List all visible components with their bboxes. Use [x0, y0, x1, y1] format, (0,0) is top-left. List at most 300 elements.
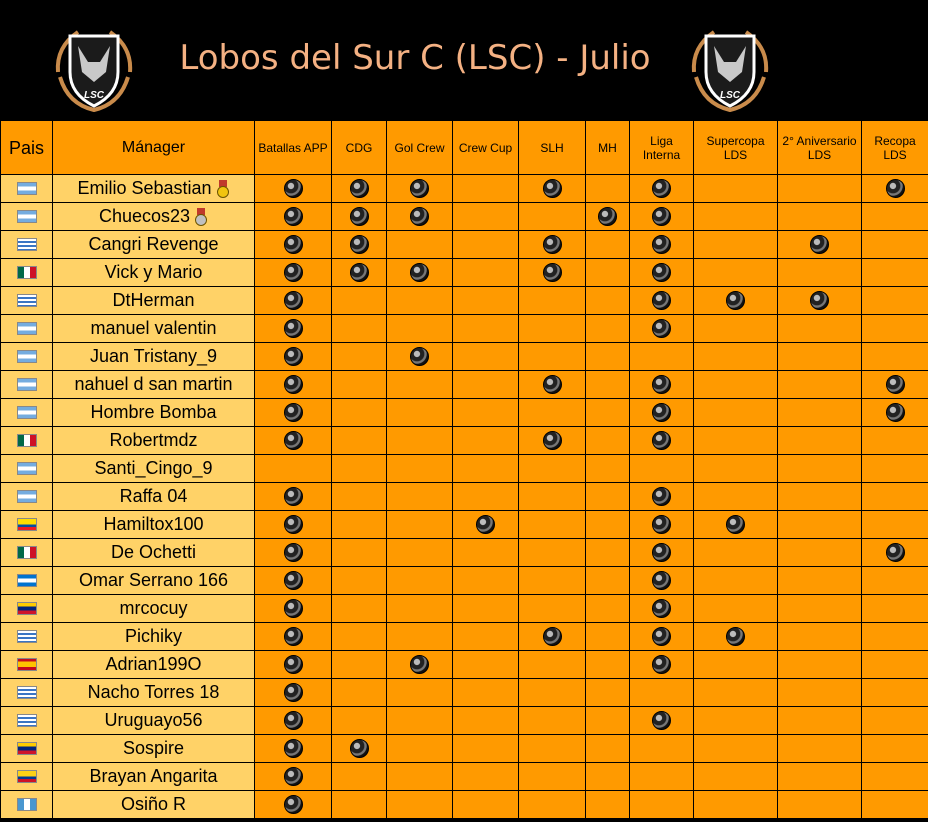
cell-slh — [519, 567, 586, 595]
cell-cdg — [332, 511, 387, 539]
cell-recopa — [862, 259, 928, 287]
cell-golcrew — [387, 315, 453, 343]
manager-name: Sospire — [122, 738, 185, 758]
cell-liga — [630, 203, 694, 231]
soccer-ball-icon — [410, 207, 429, 226]
manager-cell — [53, 343, 255, 371]
table-row — [1, 595, 928, 623]
cell-liga — [630, 595, 694, 623]
soccer-ball-icon — [284, 291, 303, 310]
country-cell — [1, 203, 53, 231]
soccer-ball-icon — [350, 179, 369, 198]
cell-liga — [630, 735, 694, 763]
cell-recopa — [862, 511, 928, 539]
cell-liga — [630, 623, 694, 651]
manager-name: Adrian199O — [105, 654, 202, 674]
cell-golcrew — [387, 623, 453, 651]
soccer-ball-icon — [652, 655, 671, 674]
cell-aniversario — [778, 259, 862, 287]
cell-slh — [519, 455, 586, 483]
cell-mh — [586, 651, 630, 679]
participation-table — [0, 120, 928, 819]
cell-mh — [586, 623, 630, 651]
cell-batallas — [255, 399, 332, 427]
manager-name: Raffa 04 — [119, 486, 188, 506]
manager-cell — [53, 791, 255, 819]
cell-aniversario — [778, 791, 862, 819]
table-row — [1, 315, 928, 343]
cell-recopa — [862, 707, 928, 735]
cell-batallas — [255, 679, 332, 707]
table-row — [1, 651, 928, 679]
soccer-ball-icon — [726, 627, 745, 646]
manager-name: mrcocuy — [119, 598, 188, 618]
manager-name: nahuel d san martin — [74, 374, 233, 394]
manager-name: Vick y Mario — [104, 262, 203, 282]
soccer-ball-icon — [284, 543, 303, 562]
cell-cdg — [332, 231, 387, 259]
cell-supercopa — [694, 399, 778, 427]
cell-golcrew — [387, 427, 453, 455]
cell-liga — [630, 455, 694, 483]
cell-mh — [586, 567, 630, 595]
manager-cell — [53, 399, 255, 427]
cell-golcrew — [387, 735, 453, 763]
soccer-ball-icon — [476, 515, 495, 534]
cell-slh — [519, 203, 586, 231]
cell-batallas — [255, 455, 332, 483]
cell-mh — [586, 595, 630, 623]
cell-slh — [519, 175, 586, 203]
manager-cell — [53, 735, 255, 763]
cell-supercopa — [694, 343, 778, 371]
cell-crewcup — [453, 343, 519, 371]
soccer-ball-icon — [284, 347, 303, 366]
cell-cdg — [332, 203, 387, 231]
cell-crewcup — [453, 231, 519, 259]
cell-slh — [519, 371, 586, 399]
cell-aniversario — [778, 679, 862, 707]
cell-cdg — [332, 315, 387, 343]
manager-cell — [53, 567, 255, 595]
col-header-mh: MH — [586, 121, 630, 175]
country-flag-icon — [17, 602, 37, 615]
country-cell — [1, 483, 53, 511]
table-row — [1, 427, 928, 455]
cell-recopa — [862, 735, 928, 763]
cell-recopa — [862, 343, 928, 371]
country-flag-icon — [17, 238, 37, 251]
cell-slh — [519, 595, 586, 623]
soccer-ball-icon — [543, 431, 562, 450]
soccer-ball-icon — [810, 235, 829, 254]
cell-golcrew — [387, 175, 453, 203]
cell-recopa — [862, 427, 928, 455]
col-header-aniversario: 2° Aniversario LDS — [778, 121, 862, 175]
country-flag-icon — [17, 798, 37, 811]
col-header-batallas: Batallas APP — [255, 121, 332, 175]
country-flag-icon — [17, 378, 37, 391]
cell-mh — [586, 343, 630, 371]
cell-slh — [519, 287, 586, 315]
manager-cell — [53, 203, 255, 231]
soccer-ball-icon — [543, 627, 562, 646]
table-row — [1, 707, 928, 735]
cell-crewcup — [453, 763, 519, 791]
cell-mh — [586, 287, 630, 315]
cell-recopa — [862, 231, 928, 259]
table-row — [1, 539, 928, 567]
country-flag-icon — [17, 350, 37, 363]
cell-liga — [630, 287, 694, 315]
cell-crewcup — [453, 679, 519, 707]
cell-crewcup — [453, 399, 519, 427]
soccer-ball-icon — [284, 263, 303, 282]
manager-name: Santi_Cingo_9 — [94, 458, 213, 478]
soccer-ball-icon — [543, 179, 562, 198]
cell-aniversario — [778, 203, 862, 231]
cell-supercopa — [694, 315, 778, 343]
cell-crewcup — [453, 511, 519, 539]
country-cell — [1, 595, 53, 623]
soccer-ball-icon — [284, 319, 303, 338]
col-header-golcrew: Gol Crew — [387, 121, 453, 175]
soccer-ball-icon — [543, 375, 562, 394]
table-header-row — [1, 121, 928, 175]
country-flag-icon — [17, 658, 37, 671]
cell-mh — [586, 791, 630, 819]
cell-slh — [519, 707, 586, 735]
country-flag-icon — [17, 490, 37, 503]
cell-mh — [586, 371, 630, 399]
cell-crewcup — [453, 623, 519, 651]
manager-name: Emilio Sebastian — [77, 178, 212, 198]
cell-batallas — [255, 651, 332, 679]
cell-supercopa — [694, 287, 778, 315]
cell-mh — [586, 483, 630, 511]
cell-recopa — [862, 763, 928, 791]
soccer-ball-icon — [284, 207, 303, 226]
manager-cell — [53, 511, 255, 539]
table-row — [1, 679, 928, 707]
table-row — [1, 175, 928, 203]
country-cell — [1, 735, 53, 763]
cell-batallas — [255, 343, 332, 371]
cell-mh — [586, 231, 630, 259]
cell-liga — [630, 483, 694, 511]
cell-liga — [630, 399, 694, 427]
cell-liga — [630, 427, 694, 455]
cell-mh — [586, 175, 630, 203]
cell-liga — [630, 231, 694, 259]
manager-cell — [53, 259, 255, 287]
country-flag-icon — [17, 322, 37, 335]
cell-cdg — [332, 539, 387, 567]
cell-golcrew — [387, 455, 453, 483]
manager-cell — [53, 623, 255, 651]
cell-supercopa — [694, 623, 778, 651]
country-cell — [1, 343, 53, 371]
cell-supercopa — [694, 259, 778, 287]
cell-crewcup — [453, 427, 519, 455]
cell-golcrew — [387, 679, 453, 707]
cell-aniversario — [778, 287, 862, 315]
cell-crewcup — [453, 287, 519, 315]
col-header-supercopa: Supercopa LDS — [694, 121, 778, 175]
country-cell — [1, 455, 53, 483]
cell-recopa — [862, 791, 928, 819]
cell-aniversario — [778, 595, 862, 623]
cell-crewcup — [453, 455, 519, 483]
soccer-ball-icon — [284, 403, 303, 422]
manager-cell — [53, 175, 255, 203]
soccer-ball-icon — [410, 179, 429, 198]
soccer-ball-icon — [284, 375, 303, 394]
soccer-ball-icon — [284, 711, 303, 730]
cell-batallas — [255, 595, 332, 623]
soccer-ball-icon — [284, 655, 303, 674]
soccer-ball-icon — [284, 487, 303, 506]
cell-liga — [630, 791, 694, 819]
soccer-ball-icon — [652, 207, 671, 226]
soccer-ball-icon — [284, 179, 303, 198]
cell-cdg — [332, 455, 387, 483]
soccer-ball-icon — [284, 683, 303, 702]
cell-recopa — [862, 203, 928, 231]
manager-cell — [53, 707, 255, 735]
soccer-ball-icon — [886, 179, 905, 198]
table-row — [1, 567, 928, 595]
soccer-ball-icon — [652, 599, 671, 618]
table-row — [1, 203, 928, 231]
manager-cell — [53, 427, 255, 455]
col-header-cdg: CDG — [332, 121, 387, 175]
country-flag-icon — [17, 210, 37, 223]
manager-name: Robertmdz — [109, 430, 198, 450]
soccer-ball-icon — [543, 235, 562, 254]
table-row — [1, 791, 928, 819]
cell-slh — [519, 791, 586, 819]
manager-cell — [53, 287, 255, 315]
cell-mh — [586, 539, 630, 567]
soccer-ball-icon — [284, 515, 303, 534]
cell-liga — [630, 651, 694, 679]
manager-cell — [53, 371, 255, 399]
manager-cell — [53, 483, 255, 511]
cell-mh — [586, 511, 630, 539]
cell-golcrew — [387, 399, 453, 427]
table-row — [1, 371, 928, 399]
cell-aniversario — [778, 707, 862, 735]
country-flag-icon — [17, 182, 37, 195]
cell-golcrew — [387, 791, 453, 819]
soccer-ball-icon — [886, 543, 905, 562]
cell-cdg — [332, 399, 387, 427]
cell-supercopa — [694, 651, 778, 679]
country-cell — [1, 707, 53, 735]
cell-crewcup — [453, 595, 519, 623]
col-header-pais: Pais — [1, 121, 53, 175]
cell-liga — [630, 539, 694, 567]
cell-batallas — [255, 511, 332, 539]
cell-crewcup — [453, 175, 519, 203]
cell-slh — [519, 623, 586, 651]
cell-mh — [586, 455, 630, 483]
country-cell — [1, 539, 53, 567]
cell-aniversario — [778, 567, 862, 595]
cell-cdg — [332, 595, 387, 623]
cell-supercopa — [694, 707, 778, 735]
cell-golcrew — [387, 651, 453, 679]
cell-aniversario — [778, 623, 862, 651]
manager-cell — [53, 539, 255, 567]
soccer-ball-icon — [543, 263, 562, 282]
cell-supercopa — [694, 735, 778, 763]
cell-golcrew — [387, 287, 453, 315]
gold-medal-icon — [216, 180, 230, 198]
cell-golcrew — [387, 707, 453, 735]
cell-mh — [586, 763, 630, 791]
page-header — [0, 0, 928, 120]
cell-cdg — [332, 427, 387, 455]
col-header-recopa: Recopa LDS — [862, 121, 928, 175]
cell-liga — [630, 175, 694, 203]
table-row — [1, 511, 928, 539]
cell-cdg — [332, 483, 387, 511]
table-row — [1, 259, 928, 287]
cell-mh — [586, 735, 630, 763]
cell-golcrew — [387, 203, 453, 231]
manager-cell — [53, 763, 255, 791]
manager-name: Hamiltox100 — [103, 514, 204, 534]
cell-batallas — [255, 287, 332, 315]
country-flag-icon — [17, 770, 37, 783]
manager-name: De Ochetti — [110, 542, 197, 562]
cell-liga — [630, 679, 694, 707]
soccer-ball-icon — [652, 627, 671, 646]
cell-recopa — [862, 483, 928, 511]
cell-aniversario — [778, 763, 862, 791]
soccer-ball-icon — [726, 515, 745, 534]
country-cell — [1, 315, 53, 343]
cell-aniversario — [778, 371, 862, 399]
cell-liga — [630, 315, 694, 343]
cell-crewcup — [453, 371, 519, 399]
cell-batallas — [255, 231, 332, 259]
cell-cdg — [332, 791, 387, 819]
logo-text: LSC — [84, 90, 104, 101]
logo-text: LSC — [720, 90, 740, 101]
cell-recopa — [862, 371, 928, 399]
cell-slh — [519, 259, 586, 287]
cell-golcrew — [387, 567, 453, 595]
wolf-crest-logo-left — [48, 22, 140, 114]
cell-recopa — [862, 539, 928, 567]
cell-crewcup — [453, 259, 519, 287]
cell-supercopa — [694, 371, 778, 399]
manager-name: Hombre Bomba — [90, 402, 217, 422]
cell-supercopa — [694, 483, 778, 511]
manager-name: Cangri Revenge — [88, 234, 219, 254]
soccer-ball-icon — [652, 487, 671, 506]
soccer-ball-icon — [350, 235, 369, 254]
soccer-ball-icon — [810, 291, 829, 310]
cell-crewcup — [453, 539, 519, 567]
cell-cdg — [332, 623, 387, 651]
soccer-ball-icon — [350, 739, 369, 758]
soccer-ball-icon — [598, 207, 617, 226]
cell-supercopa — [694, 511, 778, 539]
cell-recopa — [862, 399, 928, 427]
cell-crewcup — [453, 483, 519, 511]
soccer-ball-icon — [652, 319, 671, 338]
cell-golcrew — [387, 259, 453, 287]
country-cell — [1, 399, 53, 427]
cell-golcrew — [387, 511, 453, 539]
manager-cell — [53, 315, 255, 343]
country-flag-icon — [17, 714, 37, 727]
cell-cdg — [332, 287, 387, 315]
country-flag-icon — [17, 266, 37, 279]
country-cell — [1, 623, 53, 651]
cell-supercopa — [694, 595, 778, 623]
cell-batallas — [255, 371, 332, 399]
country-cell — [1, 791, 53, 819]
cell-batallas — [255, 315, 332, 343]
table-row — [1, 763, 928, 791]
cell-liga — [630, 763, 694, 791]
manager-name: Juan Tristany_9 — [89, 346, 218, 366]
country-cell — [1, 231, 53, 259]
cell-recopa — [862, 623, 928, 651]
cell-recopa — [862, 455, 928, 483]
cell-mh — [586, 259, 630, 287]
table-row — [1, 623, 928, 651]
country-cell — [1, 511, 53, 539]
cell-supercopa — [694, 791, 778, 819]
cell-cdg — [332, 371, 387, 399]
cell-slh — [519, 539, 586, 567]
cell-batallas — [255, 203, 332, 231]
cell-golcrew — [387, 595, 453, 623]
col-header-liga: Liga Interna — [630, 121, 694, 175]
soccer-ball-icon — [284, 235, 303, 254]
cell-supercopa — [694, 763, 778, 791]
table-row — [1, 455, 928, 483]
cell-aniversario — [778, 735, 862, 763]
cell-batallas — [255, 735, 332, 763]
soccer-ball-icon — [652, 291, 671, 310]
cell-aniversario — [778, 399, 862, 427]
cell-mh — [586, 679, 630, 707]
cell-slh — [519, 399, 586, 427]
manager-name: Brayan Angarita — [89, 766, 218, 786]
table-row — [1, 287, 928, 315]
cell-liga — [630, 707, 694, 735]
cell-aniversario — [778, 343, 862, 371]
cell-supercopa — [694, 427, 778, 455]
cell-cdg — [332, 707, 387, 735]
cell-aniversario — [778, 175, 862, 203]
soccer-ball-icon — [652, 403, 671, 422]
soccer-ball-icon — [652, 711, 671, 730]
cell-slh — [519, 679, 586, 707]
manager-name: DtHerman — [112, 290, 195, 310]
cell-golcrew — [387, 343, 453, 371]
cell-supercopa — [694, 203, 778, 231]
cell-golcrew — [387, 231, 453, 259]
country-flag-icon — [17, 686, 37, 699]
